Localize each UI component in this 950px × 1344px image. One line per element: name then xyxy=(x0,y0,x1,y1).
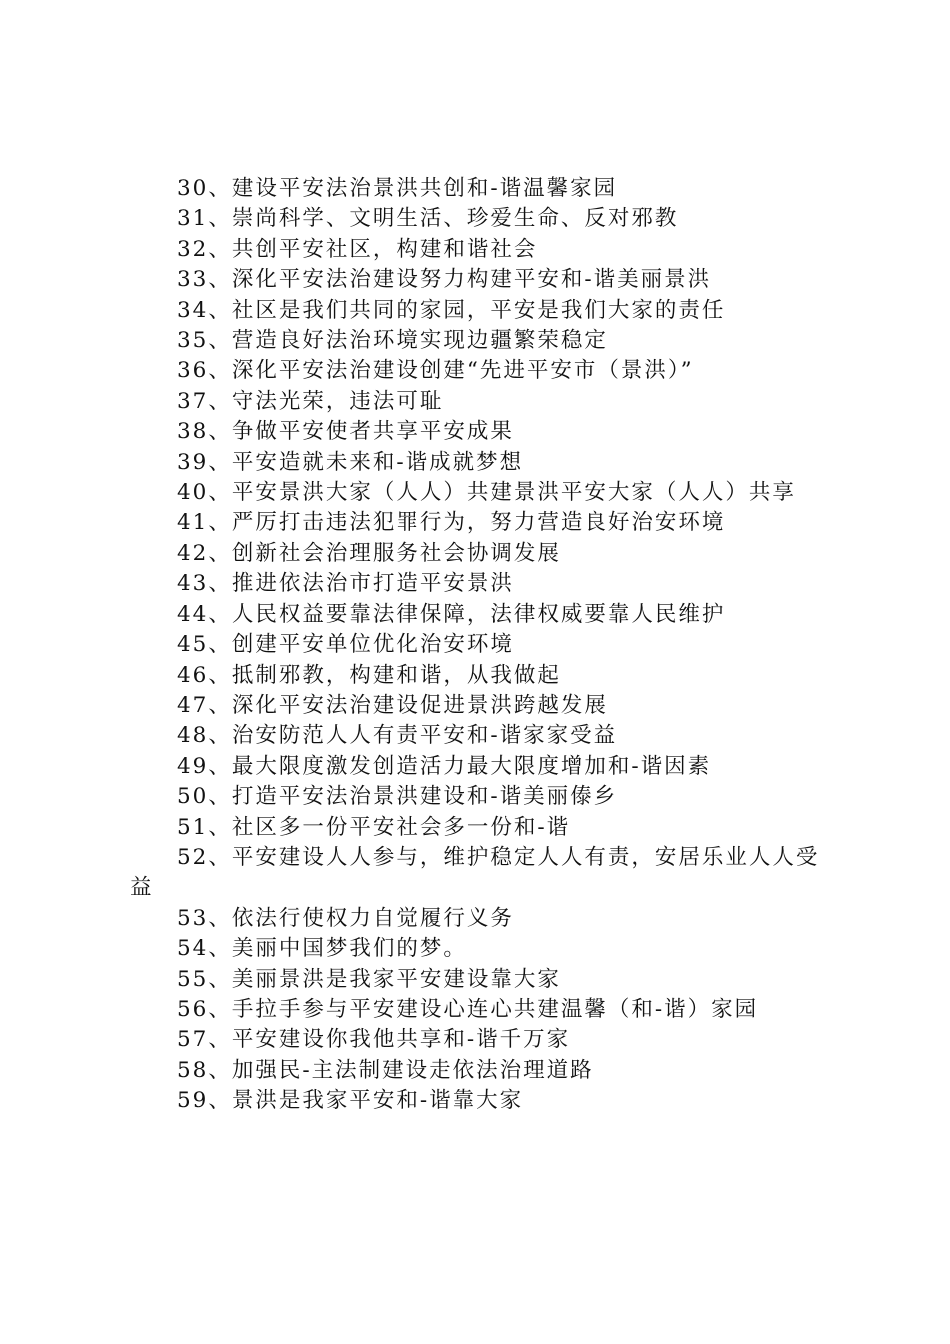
slogan-list xyxy=(130,174,835,1117)
list-item: 46、抵制邪教，构建和谐，从我做起 xyxy=(177,662,561,688)
list-item: 34、社区是我们共同的家园，平安是我们大家的责任 xyxy=(177,297,726,323)
list-item: 50、打造平安法治景洪建设和-谐美丽傣乡 xyxy=(177,784,618,810)
list-item: 37、守法光荣，违法可耻 xyxy=(177,388,444,414)
list-item: 41、严厉打击违法犯罪行为，努力营造良好治安环境 xyxy=(177,510,726,536)
list-item: 42、创新社会治理服务社会协调发展 xyxy=(177,540,561,566)
list-item: 33、深化平安法治建设努力构建平安和-谐美丽景洪 xyxy=(177,267,712,293)
list-item: 56、手拉手参与平安建设心连心共建温馨（和-谐）家园 xyxy=(177,996,759,1022)
list-item: 39、平安造就未来和-谐成就梦想 xyxy=(177,449,524,475)
list-item: 57、平安建设你我他共享和-谐千万家 xyxy=(177,1027,571,1053)
list-item: 32、共创平安社区，构建和谐社会 xyxy=(177,236,538,262)
list-item: 52、平安建设人人参与，维护稳定人人有责，安居乐业人人受益 xyxy=(130,844,820,901)
list-item: 55、美丽景洪是我家平安建设靠大家 xyxy=(177,966,561,992)
list-item: 35、营造良好法治环境实现边疆繁荣稳定 xyxy=(177,328,608,354)
list-item: 51、社区多一份平安社会多一份和-谐 xyxy=(177,814,571,840)
list-item: 30、建设平安法治景洪共创和-谐温馨家园 xyxy=(177,176,618,201)
list-item: 49、最大限度激发创造活力最大限度增加和-谐因素 xyxy=(177,753,712,779)
list-item: 44、人民权益要靠法律保障，法律权威要靠人民维护 xyxy=(177,601,726,627)
list-item: 59、景洪是我家平安和-谐靠大家 xyxy=(177,1088,524,1114)
list-item: 43、推进依法治市打造平安景洪 xyxy=(177,571,514,597)
list-item: 47、深化平安法治建设促进景洪跨越发展 xyxy=(177,692,608,718)
list-item: 53、依法行使权力自觉履行义务 xyxy=(177,905,514,931)
list-item: 36、深化平安法治建设创建“先进平安市（景洪）” xyxy=(177,358,694,384)
list-item: 54、美丽中国梦我们的梦。 xyxy=(177,936,467,962)
list-item: 38、争做平安使者共享平安成果 xyxy=(177,419,514,445)
list-item: 45、创建平安单位优化治安环境 xyxy=(177,632,514,658)
list-item: 48、治安防范人人有责平安和-谐家家受益 xyxy=(177,723,618,749)
list-item: 58、加强民-主法制建设走依法治理道路 xyxy=(177,1057,594,1083)
list-item: 31、崇尚科学、文明生活、珍爱生命、反对邪教 xyxy=(177,206,679,232)
list-item: 40、平安景洪大家（人人）共建景洪平安大家（人人）共享 xyxy=(177,480,796,506)
